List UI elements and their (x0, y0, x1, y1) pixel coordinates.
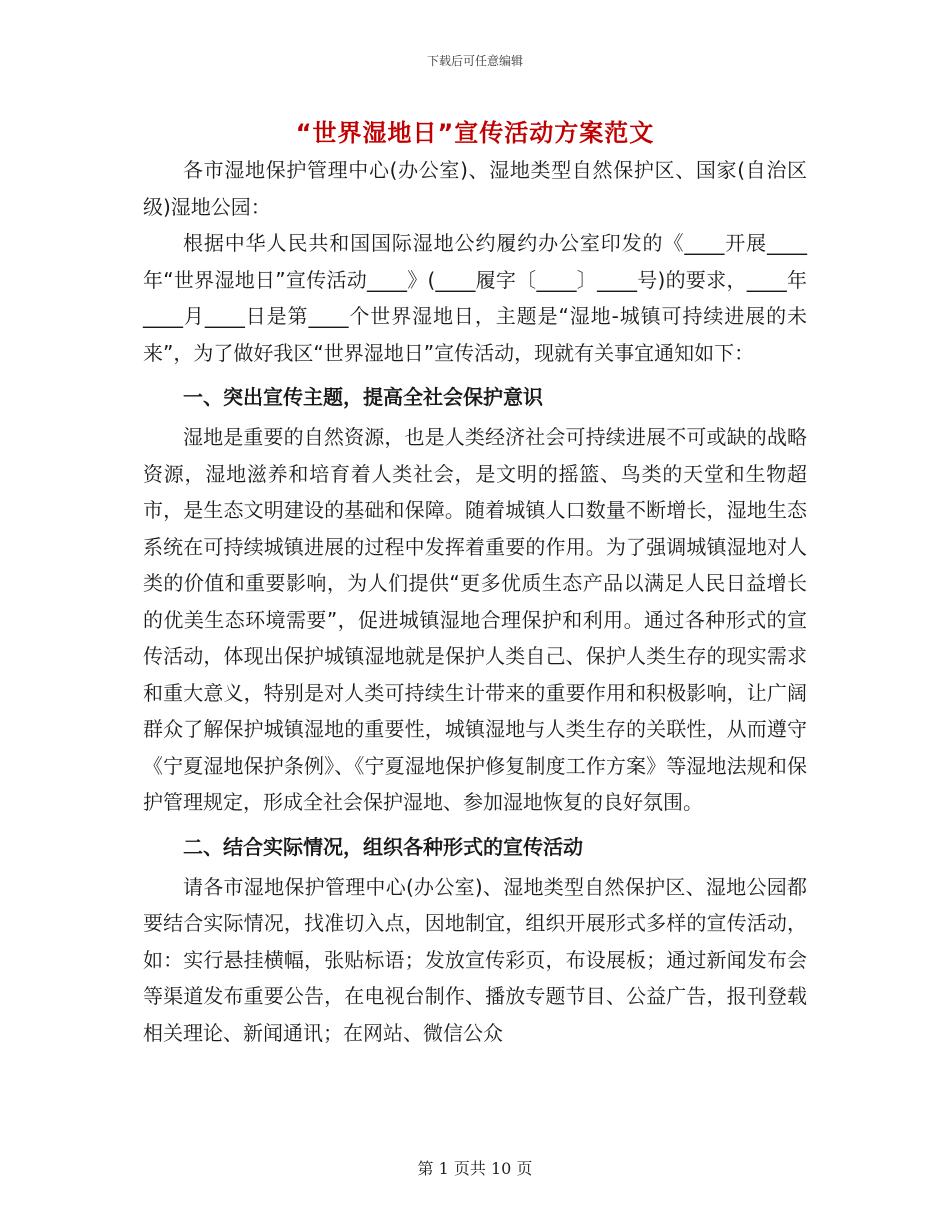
section-heading-1: 一、突出宣传主题，提高全社会保护意识 (183, 385, 543, 409)
section-heading-2: 二、结合实际情况，组织各种形式的宣传活动 (183, 834, 583, 859)
page-number: 第 1 页共 10 页 (417, 1159, 533, 1178)
paragraph-section-1: 湿地是重要的自然资源，也是人类经济社会可持续进展不可或缺的战略资源，湿地滋养和培育着人类社会，是文明的摇篮、鸟类的天堂和生物超市，是生态文明建设的基础和保障。随着城镇人口数量不断增长，湿地生态系统在可持续城镇进展的过程中发挥着重要的作用。为了强调城镇湿地对人类的价值和重要影响，为人们提供“更多优质生态产品以满足人民日益增长的优美生态环境需要”，促进城镇湿地合理保护和利用。通过各种形式的宣传活动，体现出保护城镇湿地就是保护人类自己、保护人类生存的现实需求和重大意义，特别是对人类可持续生计带来的重要作用和积极影响，让广阔群众了解保护城镇湿地的重要性，城镇湿地与人类生存的关联性，从而遵守《宁夏湿地保护条例》、《宁夏湿地保护修复制度工作方案》等湿地法规和保护管理规定，形成全社会保护湿地、参加湿地恢复的良好氛围。 (143, 425, 807, 814)
document-title: “世界湿地日”宣传活动方案范文 (295, 119, 655, 147)
header-note: 下载后可任意编辑 (426, 54, 523, 68)
document-body (143, 152, 807, 1051)
paragraph-addressee: 各市湿地保护管理中心(办公室)、湿地类型自然保护区、国家(自治区级)湿地公园： (143, 158, 807, 219)
paragraph-section-2: 请各市湿地保护管理中心(办公室)、湿地类型自然保护区、湿地公园都要结合实际情况，找准切入点，因地制宜，组织开展形式多样的宣传活动，如：实行悬挂横幅，张贴标语；发放宣传彩页，布设展板；通过新闻发布会等渠道发布重要公告，在电视台制作、播放专题节目、公益广告，报刊登载相关理论、新闻通讯；在网站、微信公众 (143, 874, 807, 1045)
paragraph-intro: 根据中华人民共和国国际湿地公约履约办公室印发的《____开展____年“世界湿地日”宣传活动____》(____履字〔____〕____号)的要求，____年____月____日是第____个世界湿地日，主题是“湿地-城镇可持续进展的未来”，为了做好我区“世界湿地日”宣传活动，现就有关事宜通知如下： (143, 231, 807, 365)
